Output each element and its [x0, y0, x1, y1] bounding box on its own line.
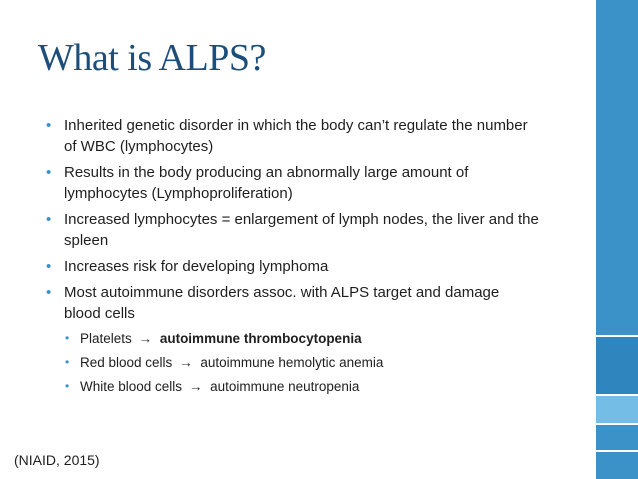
bullet-item — [40, 256, 540, 277]
bullet-dot-icon: • — [46, 211, 52, 228]
bullet-text: Results in the body producing an abnormally large amount of lymphocytes (Lymphoproliferation) — [64, 164, 469, 202]
bullet-dot-icon: • — [46, 258, 52, 275]
bullet-list — [40, 115, 540, 402]
sub-bullet-list — [64, 328, 540, 397]
bullet-text: Most autoimmune disorders assoc. with ALPS target and damage blood cells — [64, 284, 500, 322]
bullet-text: Increases risk for developing lymphoma — [64, 258, 329, 275]
bullet-item — [40, 115, 540, 157]
bullet-dot-icon: • — [46, 117, 52, 134]
arrow-right-icon: → — [138, 331, 153, 346]
sidebar-block-3 — [596, 396, 638, 423]
bullet-item — [40, 282, 540, 397]
sub-bullet-item — [64, 352, 540, 373]
sub-bullet-to: autoimmune thrombocytopenia — [159, 331, 362, 346]
bullet-item — [40, 162, 540, 204]
sidebar-block-2 — [596, 337, 638, 394]
sub-bullet-from: Red blood cells — [80, 355, 173, 370]
bullet-dot-icon: • — [65, 379, 70, 393]
slide-title: What is ALPS? — [38, 37, 266, 79]
bullet-text: Increased lymphocytes = enlargement of lymph nodes, the liver and the spleen — [64, 211, 539, 249]
sub-bullet-item — [64, 328, 540, 349]
sidebar-block-1 — [596, 0, 638, 335]
sub-bullet-to: autoimmune neutropenia — [210, 379, 360, 394]
bullet-dot-icon: • — [46, 164, 52, 181]
arrow-right-icon: → — [179, 355, 193, 370]
arrow-right-icon: → — [188, 379, 203, 394]
sub-bullet-from: Platelets — [80, 331, 132, 346]
sub-bullet-from: White blood cells — [80, 379, 183, 394]
bullet-text: Inherited genetic disorder in which the body can’t regulate the number of WBC (lymphocytes) — [64, 117, 528, 155]
citation: (NIAID, 2015) — [14, 452, 100, 468]
bullet-dot-icon: • — [46, 284, 52, 301]
bullet-item — [40, 209, 540, 251]
sidebar-block-4 — [596, 425, 638, 450]
bullet-dot-icon: • — [65, 355, 70, 369]
sub-bullet-to: autoimmune hemolytic anemia — [200, 355, 384, 370]
sub-bullet-item — [64, 376, 540, 397]
sidebar-block-5 — [596, 452, 638, 479]
accent-sidebar — [596, 0, 638, 479]
bullet-dot-icon: • — [65, 331, 70, 345]
